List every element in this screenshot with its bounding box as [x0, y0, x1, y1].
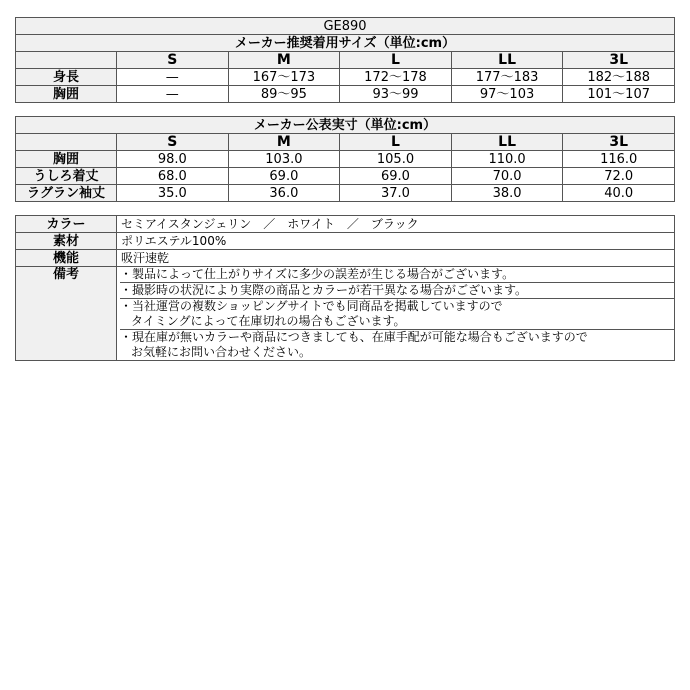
table-row	[16, 267, 675, 361]
cell: 177〜183	[451, 69, 563, 86]
size-header-row	[16, 134, 675, 151]
actual-table-title: メーカー公表実寸（単位:cm）	[16, 117, 675, 134]
cell: 40.0	[563, 185, 675, 202]
cell: 105.0	[340, 151, 452, 168]
recommended-size-table	[15, 17, 675, 103]
notes-label: 備考	[16, 267, 117, 361]
table-row	[16, 168, 675, 185]
color-value: セミアイスタンジェリン ／ ホワイト ／ ブラック	[117, 216, 675, 233]
note-item	[120, 299, 674, 330]
note-line: ・現在庫が無いカラーや商品につきましても、在庫手配が可能な場合もございますので	[120, 330, 588, 344]
note-line: ・撮影時の状況により実際の商品とカラーが若干異なる場合がございます。	[120, 283, 528, 297]
actual-size-table	[15, 116, 675, 202]
table-row	[16, 216, 675, 233]
cell: 37.0	[340, 185, 452, 202]
cell: 35.0	[117, 185, 229, 202]
row-label-chest: 胸囲	[16, 151, 117, 168]
note-line: ・製品によって仕上がりサイズに多少の誤差が生じる場合がございます。	[120, 267, 515, 281]
notes-cell	[117, 267, 675, 361]
note-line: タイミングによって在庫切れの場合もございます。	[131, 314, 406, 328]
cell: 98.0	[117, 151, 229, 168]
spec-table	[15, 215, 675, 361]
note-item	[120, 330, 674, 360]
table-row	[16, 151, 675, 168]
table-row	[16, 250, 675, 267]
row-label-height: 身長	[16, 69, 117, 86]
cell: 70.0	[451, 168, 563, 185]
cell: 167〜173	[228, 69, 340, 86]
cell: 38.0	[451, 185, 563, 202]
table-row	[16, 69, 675, 86]
size-m: M	[228, 52, 340, 69]
cell: 182〜188	[563, 69, 675, 86]
size-ll: LL	[451, 134, 563, 151]
note-item	[120, 283, 674, 299]
size-3l: 3L	[563, 52, 675, 69]
row-label-chest: 胸囲	[16, 86, 117, 103]
table-row	[16, 86, 675, 103]
cell: 68.0	[117, 168, 229, 185]
function-label: 機能	[16, 250, 117, 267]
size-ll: LL	[451, 52, 563, 69]
function-value: 吸汗速乾	[117, 250, 675, 267]
size-s: S	[117, 52, 229, 69]
note-item	[120, 267, 674, 283]
cell: 72.0	[563, 168, 675, 185]
cell: 172〜178	[340, 69, 452, 86]
size-3l: 3L	[563, 134, 675, 151]
recommended-table-title: メーカー推奨着用サイズ（単位:cm）	[16, 35, 675, 52]
cell: 116.0	[563, 151, 675, 168]
size-m: M	[228, 134, 340, 151]
corner-cell	[16, 134, 117, 151]
material-label: 素材	[16, 233, 117, 250]
size-s: S	[117, 134, 229, 151]
size-l: L	[340, 134, 452, 151]
cell: 93〜99	[340, 86, 452, 103]
size-header-row	[16, 52, 675, 69]
row-label-back-length: うしろ着丈	[16, 168, 117, 185]
table-row	[16, 233, 675, 250]
cell: 101〜107	[563, 86, 675, 103]
note-line: ・当社運営の複数ショッピングサイトでも同商品を掲載していますので	[120, 299, 503, 313]
cell: —	[117, 69, 229, 86]
cell: 110.0	[451, 151, 563, 168]
cell: 97〜103	[451, 86, 563, 103]
table-row	[16, 185, 675, 202]
cell: 103.0	[228, 151, 340, 168]
cell: —	[117, 86, 229, 103]
size-l: L	[340, 52, 452, 69]
cell: 89〜95	[228, 86, 340, 103]
cell: 69.0	[228, 168, 340, 185]
note-line: お気軽にお問い合わせください。	[131, 345, 312, 359]
row-label-sleeve-length: ラグラン袖丈	[16, 185, 117, 202]
cell: 36.0	[228, 185, 340, 202]
product-code: GE890	[16, 18, 675, 35]
corner-cell	[16, 52, 117, 69]
cell: 69.0	[340, 168, 452, 185]
color-label: カラー	[16, 216, 117, 233]
material-value: ポリエステル100%	[117, 233, 675, 250]
